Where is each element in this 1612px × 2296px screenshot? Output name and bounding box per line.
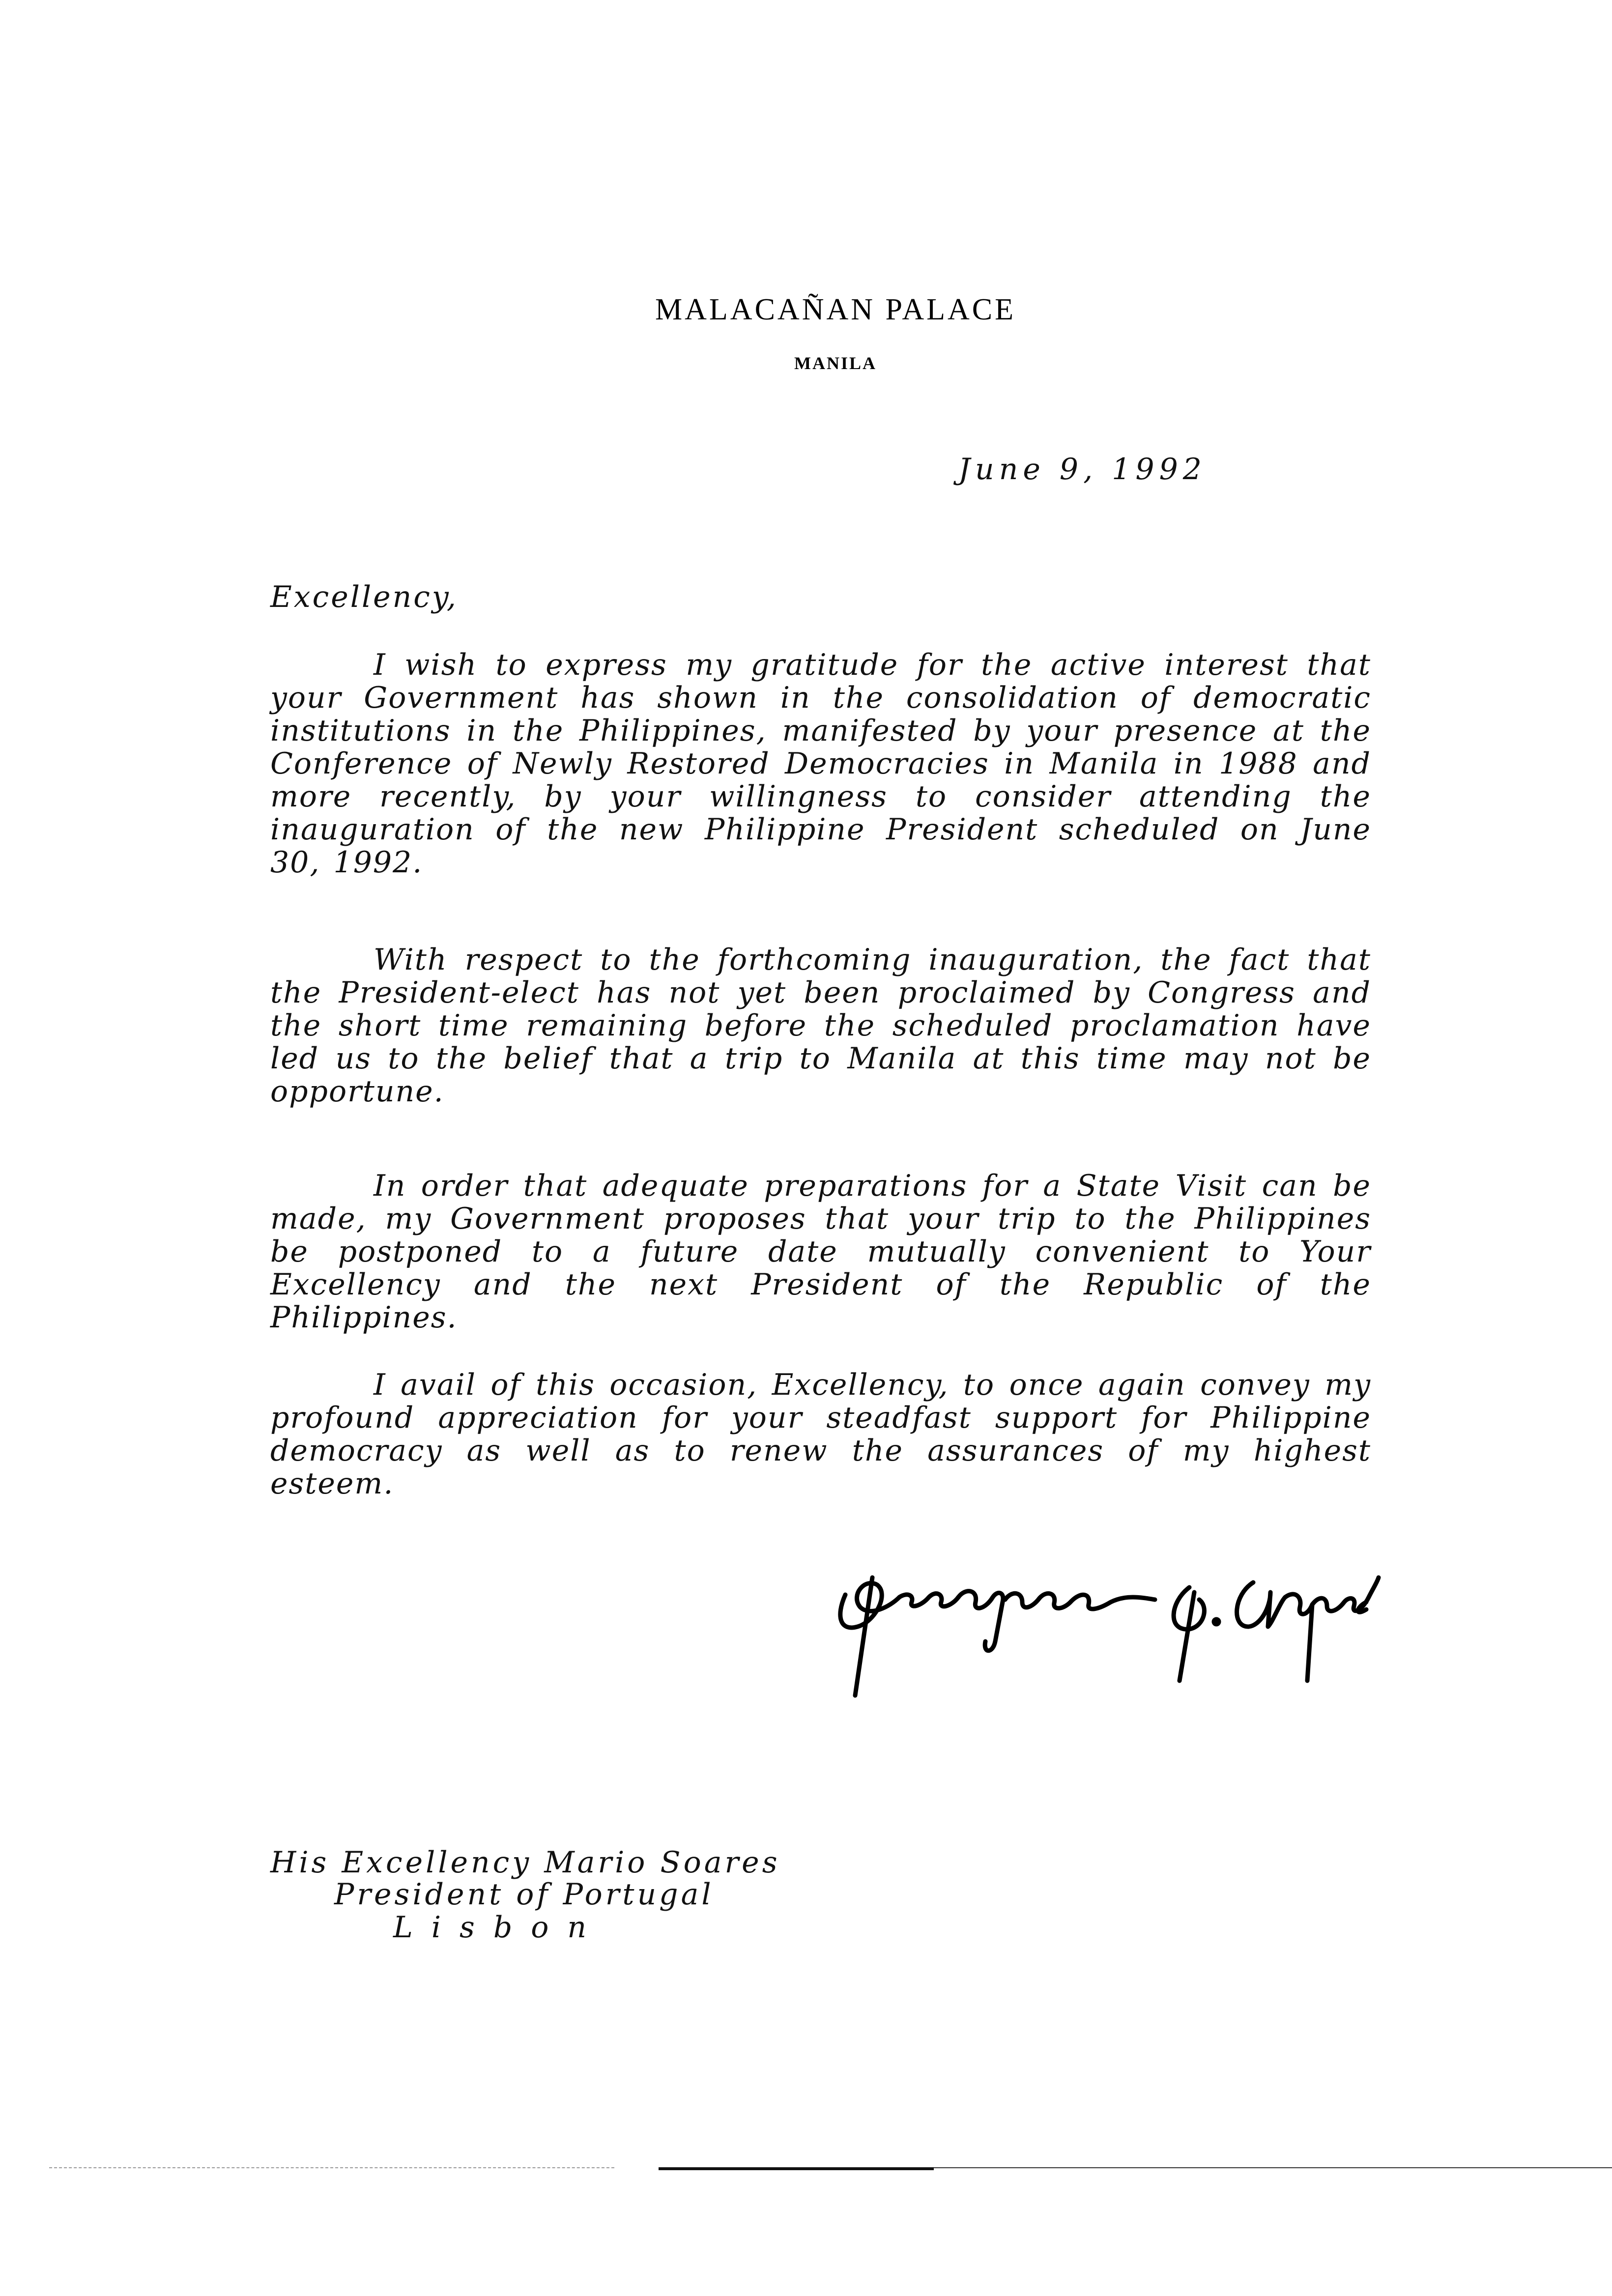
letterhead-title: MALACAÑAN PALACE [655, 293, 1016, 326]
letter-date: June 9, 1992 [958, 452, 1207, 487]
addressee-name: His Excellency Mario Soares [270, 1845, 780, 1880]
paragraph-2: With respect to the forthcoming inauguration, the fact that the President-elect has not yet been proclaimed by Congress and the short time remaining before the scheduled proclamation have led us to the belief that a trip to Manila at this time may not be opportune. [270, 943, 1371, 1109]
paragraph-4: I avail of this occasion, Excellency, to once again convey my profound appreciation for your steadfast support for Philippine democracy as well as to renew the assurances of my highest esteem. [270, 1368, 1371, 1501]
scan-edge-line [49, 2167, 614, 2168]
letterhead-city: MANILA [794, 353, 877, 373]
paragraph-1: I wish to express my gratitude for the active interest that your Government has shown in the consolidation of democratic institutions in the Philippines, manifested by your presence at the Conference of Newly Restored Democracies in Manila in 1988 and more recently, by your willingness to consider attending the inauguration of the new Philippine President scheduled on June 30, 1992. [270, 648, 1371, 880]
addressee-city: Lisbon [393, 1910, 605, 1945]
salutation: Excellency, [270, 580, 458, 614]
handwritten-signature [816, 1548, 1381, 1705]
scan-edge-line [934, 2167, 1612, 2168]
addressee-title: President of Portugal [334, 1877, 714, 1912]
paragraph-3: In order that adequate preparations for a State Visit can be made, my Government proposes that your trip to the Philippines be postponed to a future date mutually convenient to Your Excellency and the next President of the Republic of the Philippines. [270, 1169, 1371, 1335]
scan-edge-line [659, 2167, 934, 2170]
